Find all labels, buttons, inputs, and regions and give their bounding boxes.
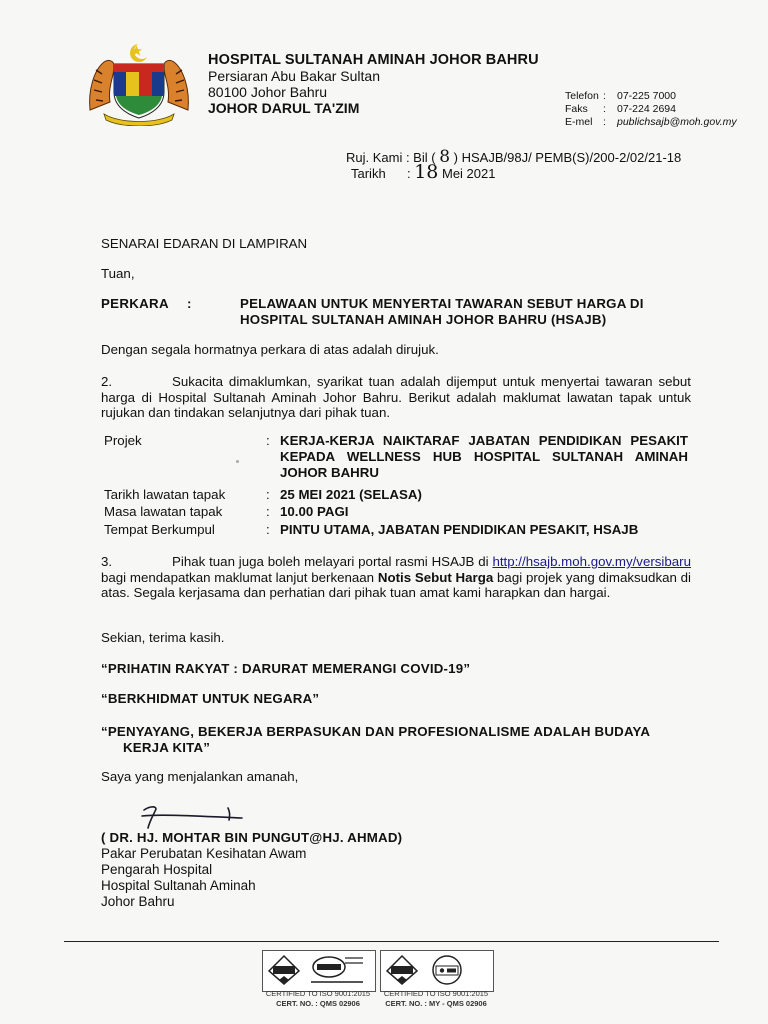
malaysia-coat-of-arms-logo	[86, 40, 192, 126]
certification-badge	[262, 950, 376, 992]
address-line: Persiaran Abu Bakar Sultan	[208, 68, 380, 84]
quality-system-icon	[267, 954, 301, 986]
handwritten-number: 8	[439, 147, 451, 167]
portal-link[interactable]: http://hsajb.moh.gov.my/versibaru	[492, 554, 691, 569]
detail-value-projek: KERJA-KERJA NAIKTARAF JABATAN PENDIDIKAN PESAKIT KEPADA WELLNESS HUB HOSPITAL SULTANAH AMINAH JOHOR BAHRU	[280, 433, 688, 480]
recipient: SENARAI EDARAN DI LAMPIRAN	[101, 236, 308, 251]
contact-block	[565, 90, 737, 129]
detail-colon: :	[266, 487, 270, 502]
certification-badge	[380, 950, 494, 992]
salutation: Tuan,	[101, 266, 135, 281]
detail-colon: :	[266, 433, 270, 448]
tiger-left-icon	[90, 60, 115, 110]
tiger-right-icon	[164, 60, 189, 110]
footer-divider	[64, 941, 719, 942]
contact-value: 07-224 2694	[617, 103, 676, 115]
detail-label: Projek	[104, 433, 142, 448]
signer-position: Hospital Sultanah Aminah	[101, 878, 256, 893]
hospital-name: HOSPITAL SULTANAH AMINAH JOHOR BAHRU	[208, 52, 539, 68]
standards-malaysia-icon	[307, 953, 367, 989]
certification-text: CERTIFIED TO ISO 9001:2015	[383, 989, 489, 998]
contact-phone: Telefon : 07-225 7000	[565, 90, 676, 102]
sign-off: Saya yang menjalankan amanah,	[101, 769, 299, 784]
signer-position: Pakar Perubatan Kesihatan Awam	[101, 846, 307, 861]
signer-position: Pengarah Hospital	[101, 862, 213, 877]
contact-label: E-mel	[565, 116, 593, 128]
certification-text: CERTIFIED TO ISO 9001:2015	[265, 989, 371, 998]
paragraph-2: 2. Sukacita dimaklumkan, syarikat tuan adalah dijemput untuk menyertai tawaran sebut harga di Hospital Sultanah Aminah Johor Bahru. Berikut adalah maklumat lawatan tapak untuk rujukan dan tindakan selanjutnya dari pihak tuan.	[101, 374, 691, 420]
contact-fax: Faks : 07-224 2694	[565, 103, 676, 115]
subject-label: PERKARA	[101, 296, 169, 311]
detail-colon: :	[266, 504, 270, 519]
paragraph-3: 3. Pihak tuan juga boleh melayari portal rasmi HSAJB di http://hsajb.moh.gov.my/versibaru bagi mendapatkan maklumat lanjut berkenaan Notis Sebut Harga bagi projek yang dimaksudkan di atas. Segala kerjasama dan perhatian dari pihak tuan amat kami harapkan dan hargai.	[101, 554, 691, 600]
contact-label: Faks	[565, 103, 588, 115]
address-state: JOHOR DARUL TA'ZIM	[208, 100, 360, 116]
shield-icon	[114, 64, 164, 118]
iqnet-icon	[427, 954, 467, 986]
detail-value-masa: 10.00 PAGI	[280, 504, 349, 519]
contact-value: 07-225 7000	[617, 90, 676, 102]
contact-value[interactable]: publichsajb@moh.gov.my	[617, 116, 737, 128]
certification-number: CERT. NO. : QMS 02906	[276, 999, 360, 1008]
detail-label: Masa lawatan tapak	[104, 504, 223, 519]
detail-value-tempat: PINTU UTAMA, JABATAN PENDIDIKAN PESAKIT, HSAJB	[280, 522, 639, 537]
subject-colon: :	[187, 296, 192, 311]
notis-sebut-harga: Notis Sebut Harga	[377, 569, 494, 585]
detail-value-tarikh: 25 MEI 2021 (SELASA)	[280, 487, 422, 502]
subject-text: PELAWAAN UNTUK MENYERTAI TAWARAN SEBUT HARGA DI HOSPITAL SULTANAH AMINAH JOHOR BAHRU (HSAJB)	[240, 296, 644, 327]
contact-label: Telefon	[565, 90, 599, 102]
handwritten-day: 18	[414, 161, 439, 183]
signer-position: Johor Bahru	[101, 894, 175, 909]
paragraph-1: Dengan segala hormatnya perkara di atas adalah dirujuk.	[101, 342, 439, 357]
detail-colon: :	[266, 522, 270, 537]
address-line: 80100 Johor Bahru	[208, 84, 328, 100]
slogan: “PRIHATIN RAKYAT : DARURAT MEMERANGI COVID-19”	[101, 661, 471, 676]
scan-speck	[236, 460, 239, 463]
contact-email: E-mel : publichsajb@moh.gov.my	[565, 116, 737, 128]
closing: Sekian, terima kasih.	[101, 630, 225, 645]
slogan: “BERKHIDMAT UNTUK NEGARA”	[101, 691, 320, 706]
reference-block	[346, 147, 682, 183]
signer-name: ( DR. HJ. MOHTAR BIN PUNGUT@HJ. AHMAD)	[101, 830, 403, 845]
slogan: “PENYAYANG, BEKERJA BERPASUKAN DAN PROFESIONALISME ADALAH BUDAYA KERJA KITA”	[101, 724, 651, 755]
detail-label: Tempat Berkumpul	[104, 522, 215, 537]
certification-number: CERT. NO. : MY - QMS 02906	[385, 999, 487, 1008]
handwritten-signature	[138, 800, 248, 832]
reference-date: Tarikh : 18 Mei 2021	[351, 161, 496, 183]
crescent-star-icon	[130, 43, 150, 62]
quality-system-icon	[385, 954, 419, 986]
reference-number: Ruj. Kami : Bil ( 8 ) HSAJB/98J/ PEMB(S)/200-2/02/21-18	[346, 147, 682, 167]
detail-label: Tarikh lawatan tapak	[104, 487, 226, 502]
